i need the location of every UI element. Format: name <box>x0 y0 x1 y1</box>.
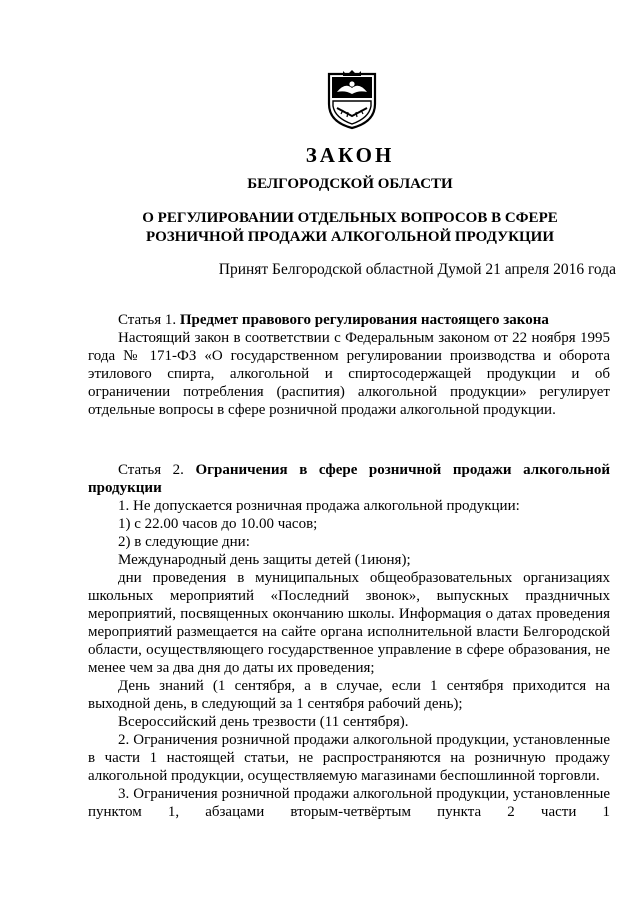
article2-heading <box>88 461 610 497</box>
article2-item: Всероссийский день трезвости (11 сентября). <box>118 714 409 730</box>
article2-item: 1) с 22.00 часов до 10.00 часов; <box>118 516 318 532</box>
law-body <box>88 311 610 821</box>
article1-title: Предмет правового регулирования настоящего закона <box>179 312 549 328</box>
article2-item: 2) в следующие дни: <box>118 534 250 550</box>
coat-of-arms-icon <box>323 70 381 130</box>
article1-heading <box>88 311 610 329</box>
subject-title-line2: РОЗНИЧНОЙ ПРОДАЖИ АЛКОГОЛЬНОЙ ПРОДУКЦИИ <box>146 229 554 245</box>
adoption-note: Принят Белгородской областной Думой 21 апреля 2016 года <box>218 261 616 278</box>
article1-prefix: Статья 1. <box>118 312 180 328</box>
article1-text: Настоящий закон в соответствии с Федеральным законом от 22 ноября 1995 года № 171-ФЗ «О государственном регулировании производства и оборота этилового спирта, алкогольной и спиртосодержащей продукции и об ограничении потребления (распития) алкогольной продукции» регулирует отдельные вопросы в сфере розничной продажи алкогольной продукции. <box>88 330 610 418</box>
section-spacer <box>88 419 610 461</box>
article2-item: День знаний (1 сентября, а в случае, если 1 сентября приходится на выходной день, в следующий за 1 сентября рабочий день); <box>88 678 610 712</box>
subject-title-line1: О РЕГУЛИРОВАНИИ ОТДЕЛЬНЫХ ВОПРОСОВ В СФЕРЕ <box>142 210 558 226</box>
doc-type-title: ЗАКОН <box>305 143 395 167</box>
emblem-graphic <box>323 70 381 130</box>
article2-prefix: Статья 2. <box>118 462 196 478</box>
article2-item: 2. Ограничения розничной продажи алкогольной продукции, установленные в части 1 настоящей статьи, не распространяются на розничную продажу алкогольной продукции, осуществляемую магазинами беспошлинной торговли. <box>88 732 610 784</box>
region-title: БЕЛГОРОДСКОЙ ОБЛАСТИ <box>247 176 453 192</box>
article2-item: 1. Не допускается розничная продажа алкогольной продукции: <box>118 498 520 514</box>
article2-item: Международный день защиты детей (1июня); <box>118 552 411 568</box>
article2-item: 3. Ограничения розничной продажи алкогольной продукции, установленные пунктом 1, абзацами вторым-четвёртым пункта 2 части 1 <box>88 786 610 820</box>
article2-item: дни проведения в муниципальных общеобразовательных организациях школьных мероприятий «Последний звонок», выпускных праздничных мероприятий, посвященных окончанию школы. Информация о датах проведения мероприятий размещается на сайте органа исполнительной власти Белгородской области, осуществляющего государственное управление в сфере образования, не менее чем за два дня до даты их проведения; <box>88 570 610 676</box>
article2-title: Ограничения в сфере розничной продажи алкогольной продукции <box>88 462 610 496</box>
